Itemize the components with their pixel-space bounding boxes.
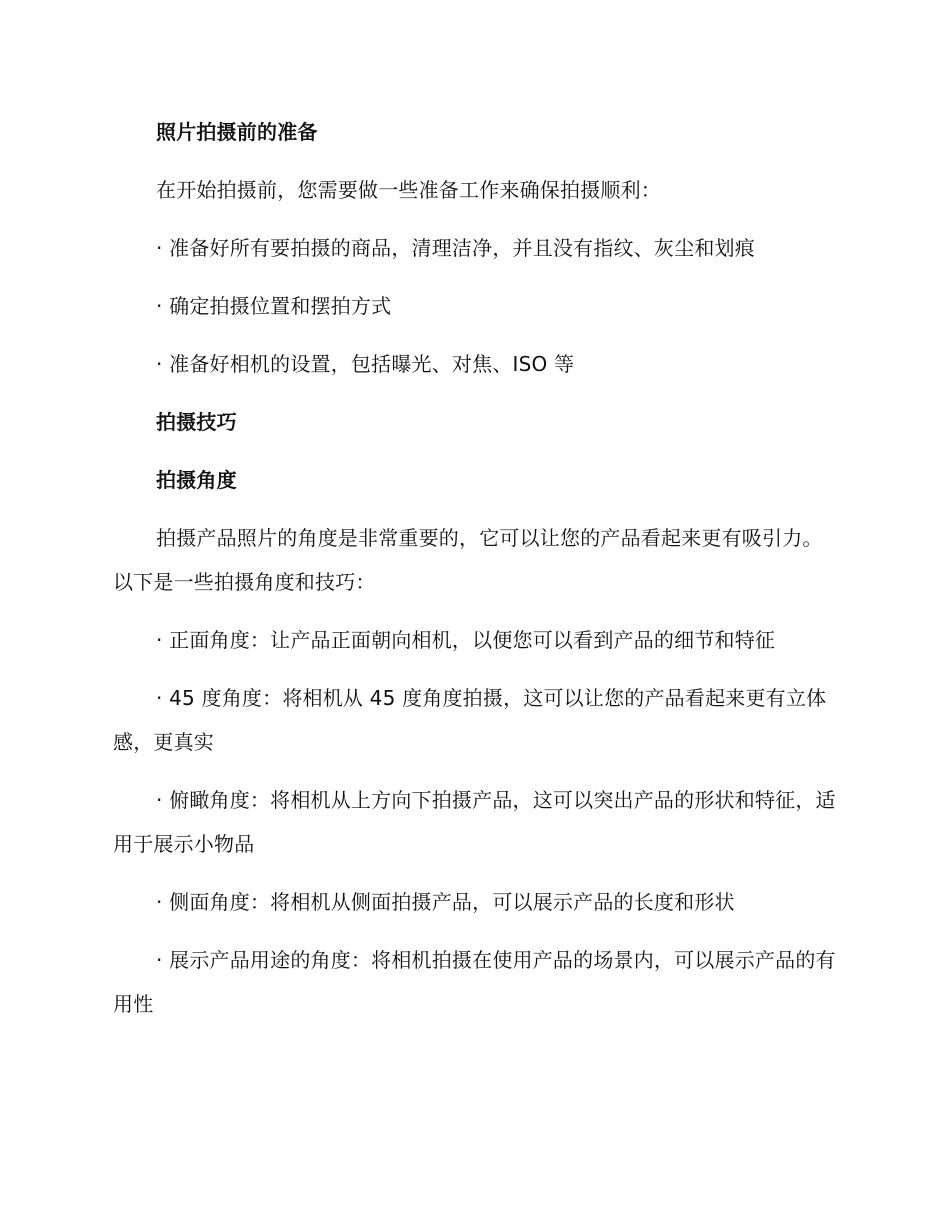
heading-preparation: 照片拍摄前的准备 [156,120,318,144]
bullet-clean-products: · 准备好所有要拍摄的商品，清理洁净，并且没有指纹、灰尘和划痕 [156,236,755,260]
heading-angles: 拍摄角度 [156,468,237,492]
bullet-front-angle: · 正面角度：让产品正面朝向相机，以便您可以看到产品的细节和特征 [156,628,776,652]
paragraph-angles-intro: 拍摄产品照片的角度是非常重要的，它可以让您的产品看起来更有吸引力。以下是一些拍摄角度和技巧： [113,526,823,594]
bullet-side-angle: · 侧面角度：将相机从侧面拍摄产品，可以展示产品的长度和形状 [156,890,735,914]
document-body [113,110,838,1040]
bullet-usage-angle: · 展示产品用途的角度：将相机拍摄在使用产品的场景内，可以展示产品的有用性 [113,948,836,1016]
bullet-45-angle: · 45 度角度：将相机从 45 度角度拍摄，这可以让您的产品看起来更有立体感，更真实 [113,686,827,754]
heading-techniques: 拍摄技巧 [156,410,237,434]
bullet-camera-settings: · 准备好相机的设置，包括曝光、对焦、ISO 等 [156,352,575,376]
paragraph-intro: 在开始拍摄前，您需要做一些准备工作来确保拍摄顺利： [156,178,661,202]
bullet-position: · 确定拍摄位置和摆拍方式 [156,294,392,318]
bullet-top-angle: · 俯瞰角度：将相机从上方向下拍摄产品，这可以突出产品的形状和特征，适用于展示小物品 [113,788,836,856]
